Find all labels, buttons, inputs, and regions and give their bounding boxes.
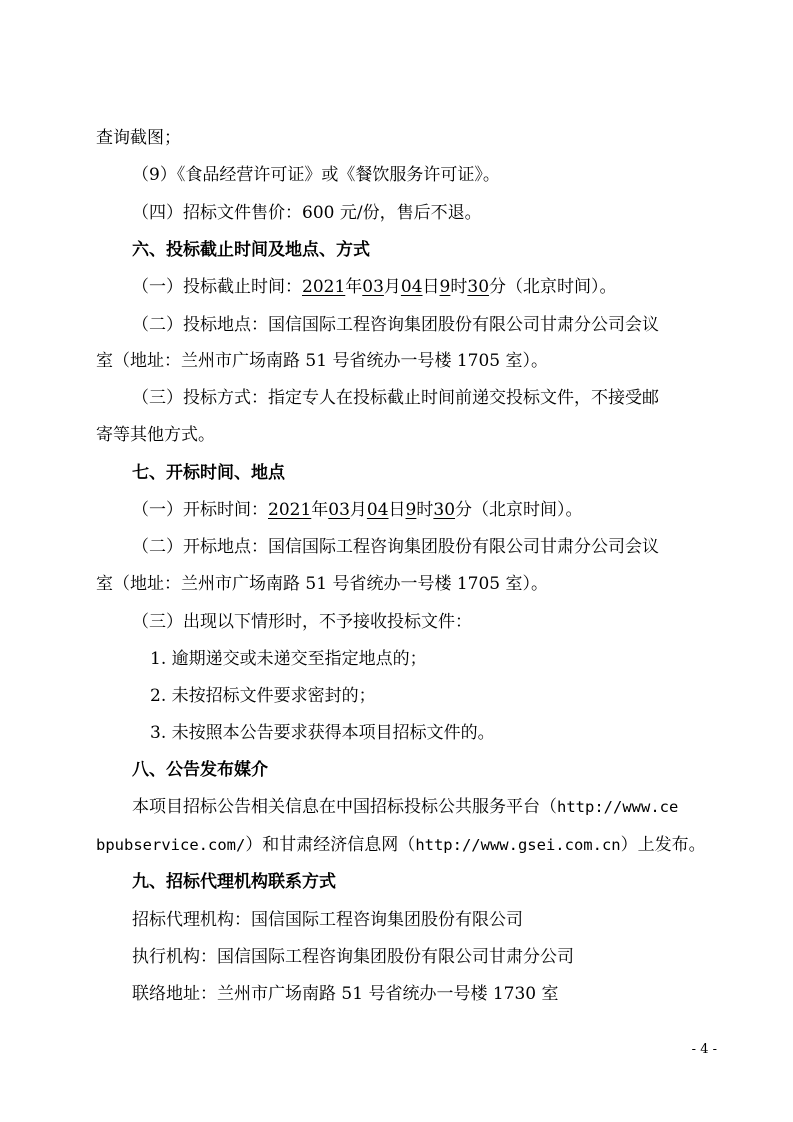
- bid-location-line-1: （二）投标地点：国信国际工程咨询集团股份有限公司甘肃分公司会议: [132, 315, 659, 335]
- bid-deadline-year: 2021: [302, 277, 346, 297]
- media-line-2: [96, 834, 706, 856]
- opening-location-line-2: 室（地址：兰州市广场南路 51 号省统办一号楼 1705 室）。: [96, 574, 549, 594]
- opening-minute: 30: [433, 500, 456, 520]
- month-unit: 月: [383, 277, 401, 297]
- media-text: 本项目招标公告相关信息在中国招标投标公共服务平台（: [132, 797, 557, 817]
- page-number: - 4 -: [691, 1042, 717, 1057]
- media-text: ）和甘肃经济信息网（: [245, 835, 416, 855]
- bid-deadline-month: 03: [362, 277, 384, 297]
- list-item: 2. 未按招标文件要求密封的；: [150, 686, 376, 706]
- bid-deadline-label: （一）投标截止时间：: [132, 277, 302, 297]
- agency-name: 招标代理机构：国信国际工程咨询集团股份有限公司: [132, 910, 523, 930]
- paragraph-item-9: （9）《食品经营许可证》或《餐饮服务许可证》。: [132, 165, 500, 185]
- cebpub-url-part-2: bpubservice.com/: [96, 836, 246, 854]
- gsei-url: http://www.gsei.com.cn: [415, 836, 621, 854]
- list-item: 3. 未按照本公告要求获得本项目招标文件的。: [150, 723, 495, 743]
- bid-method-line-2: 寄等其他方式。: [96, 425, 215, 445]
- bid-deadline-day: 04: [400, 277, 423, 297]
- opening-day: 04: [366, 500, 389, 520]
- bid-method-line-1: （三）投标方式：指定专人在投标截止时间前递交投标文件，不接受邮: [132, 388, 659, 408]
- bid-deadline-minute: 30: [467, 277, 490, 297]
- day-unit: 日: [422, 277, 440, 297]
- paragraph-continuation: 查询截图；: [96, 128, 181, 148]
- hour-unit: 时: [450, 277, 468, 297]
- cebpub-url-part-1: http://www.ce: [557, 798, 679, 816]
- rejection-conditions-intro: （三）出现以下情形时，不予接收投标文件：: [132, 612, 472, 632]
- section-heading-8: 八、公告发布媒介: [132, 760, 268, 780]
- paragraph-document-price: （四）招标文件售价：600 元/份，售后不退。: [132, 203, 482, 223]
- opening-month: 03: [328, 500, 350, 520]
- section-heading-9: 九、招标代理机构联系方式: [132, 872, 336, 892]
- day-unit: 日: [388, 500, 406, 520]
- bid-location-line-2: 室（地址：兰州市广场南路 51 号省统办一号楼 1705 室）。: [96, 351, 549, 371]
- section-heading-7: 七、开标时间、地点: [132, 463, 285, 483]
- opening-hour: 9: [405, 500, 417, 520]
- list-item: 1. 逾期递交或未递交至指定地点的；: [150, 649, 427, 669]
- hour-unit: 时: [416, 500, 434, 520]
- executing-agency: 执行机构：国信国际工程咨询集团股份有限公司甘肃分公司: [132, 947, 574, 967]
- media-text: ）上发布。: [620, 835, 706, 855]
- opening-time-label: （一）开标时间：: [132, 500, 268, 520]
- section-heading-6: 六、投标截止时间及地点、方式: [132, 240, 370, 260]
- year-unit: 年: [345, 277, 363, 297]
- minute-unit-suffix: 分（北京时间）。: [455, 500, 583, 520]
- opening-location-line-1: （二）开标地点：国信国际工程咨询集团股份有限公司甘肃分公司会议: [132, 537, 659, 557]
- month-unit: 月: [349, 500, 367, 520]
- year-unit: 年: [311, 500, 329, 520]
- opening-year: 2021: [268, 500, 312, 520]
- contact-address: 联络地址：兰州市广场南路 51 号省统办一号楼 1730 室: [132, 984, 559, 1004]
- bid-deadline-line: [132, 276, 617, 298]
- bid-deadline-hour: 9: [439, 277, 451, 297]
- media-line-1: [132, 796, 678, 818]
- minute-unit-suffix: 分（北京时间）。: [489, 277, 617, 297]
- opening-time-line: [132, 499, 583, 521]
